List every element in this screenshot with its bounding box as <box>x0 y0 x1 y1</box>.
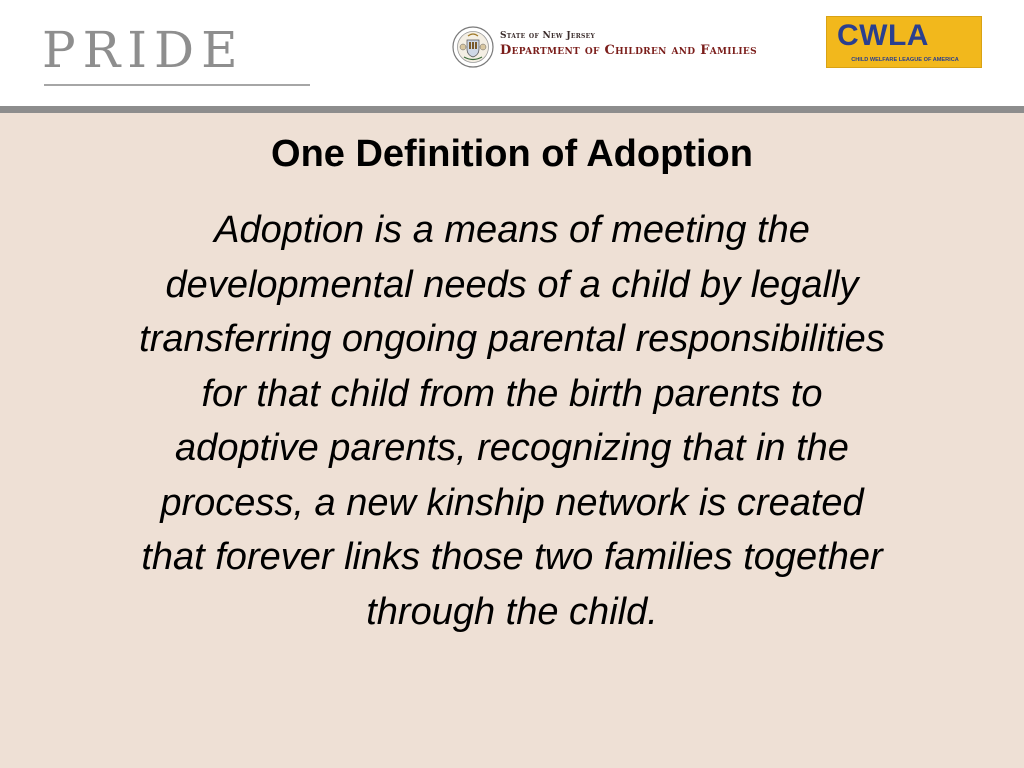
cwla-full-name: CHILD WELFARE LEAGUE OF AMERICA <box>851 57 959 63</box>
definition-line: through the child. <box>366 590 658 633</box>
cwla-abbreviation: CWLA <box>837 19 929 52</box>
slide-header <box>0 0 1024 108</box>
pride-logo-underline <box>44 84 310 86</box>
slide-title: One Definition of Adoption <box>271 133 753 175</box>
new-jersey-state-seal-icon <box>452 26 494 68</box>
dcf-department-line: Department of Children and Families <box>500 43 757 58</box>
definition-line: developmental needs of a child by legally <box>165 263 859 306</box>
cwla-logo <box>826 16 982 68</box>
header-divider <box>0 106 1024 113</box>
definition-line: that forever links those two families together <box>141 536 883 578</box>
definition-line: Adoption is a means of meeting the <box>214 209 810 251</box>
definition-line: process, a new kinship network is created <box>160 481 864 524</box>
adoption-definition <box>30 203 994 639</box>
definition-line: adoptive parents, recognizing that in the <box>175 427 849 469</box>
dcf-state-line: State of New Jersey <box>500 31 596 41</box>
pride-logo-text: PRIDE <box>42 21 245 79</box>
definition-line: transferring ongoing parental responsibilities <box>139 318 885 360</box>
dcf-logo <box>500 30 757 60</box>
pride-logo <box>42 22 312 86</box>
definition-line: for that child from the birth parents to <box>201 372 823 415</box>
slide-body <box>0 113 1024 768</box>
